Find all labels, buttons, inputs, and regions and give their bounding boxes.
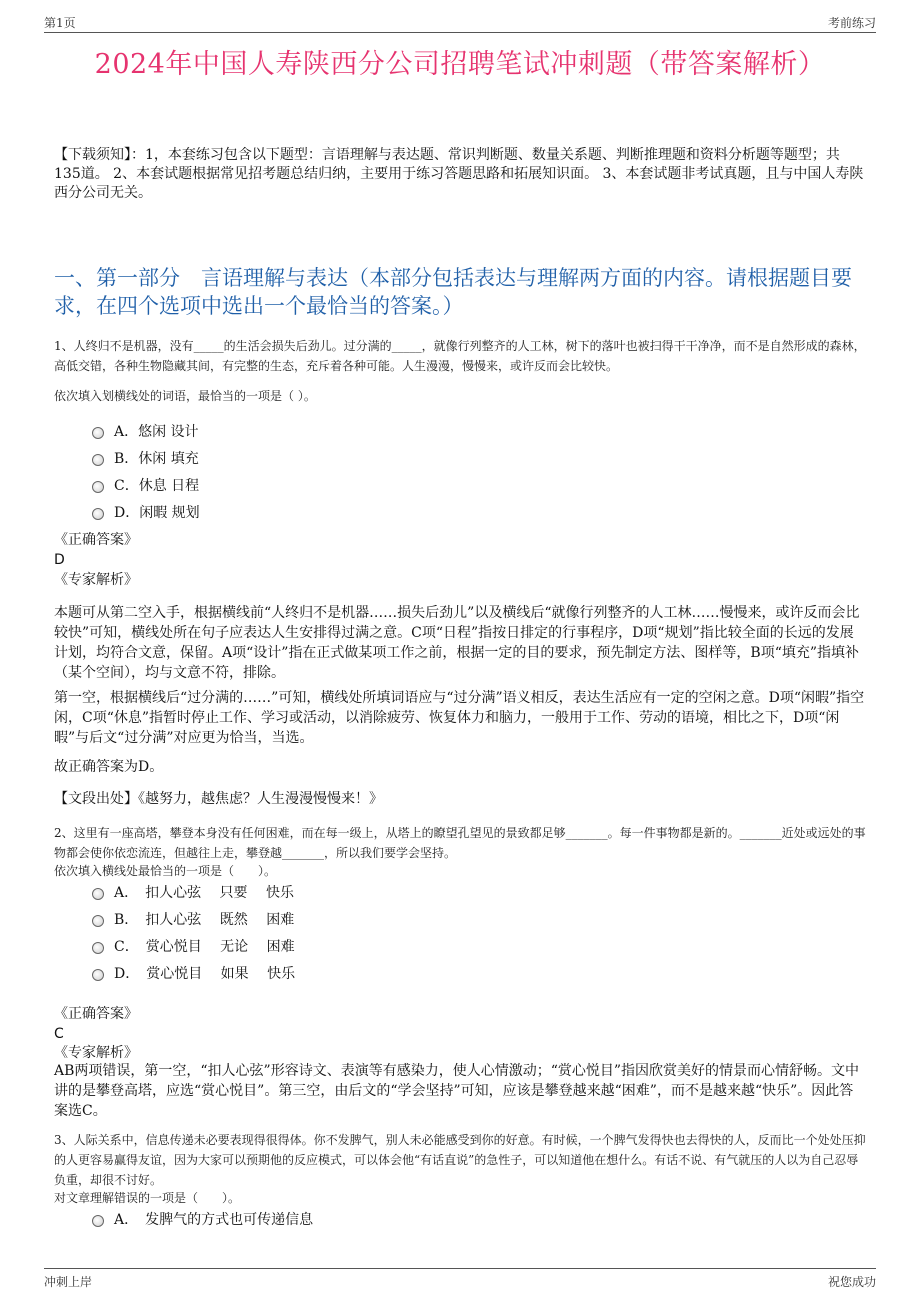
option-label: C．休息 日程: [114, 478, 200, 494]
page-header: [44, 10, 876, 30]
question-1-option-b[interactable]: [92, 447, 492, 474]
question-2-analysis: AB两项错误，第一空，“扣人心弦”形容诗文、表演等有感染力，使人心情激动；“赏心悦目”指因欣赏美好的情景而心情舒畅。文中讲的是攀登高塔，应选“赏心悦目”。第三空，由后文的“学会坚持”可知，应该是攀登越来越“困难”，而不是越来越“快乐”。因此答案选C。: [54, 1063, 860, 1119]
question-1-analysis-p3: 故正确答案为D。: [54, 759, 164, 775]
option-label: C． 赏心悦目 无论 困难: [114, 939, 295, 955]
radio-icon[interactable]: [92, 942, 104, 954]
option-label: B．休闲 填充: [114, 451, 199, 467]
question-2-answer: C: [54, 1026, 64, 1042]
question-1-answer-label: 《正确答案》: [54, 532, 138, 548]
question-2-option-a[interactable]: [92, 881, 492, 908]
question-1-analysis-label: 《专家解析》: [54, 572, 138, 588]
question-1-answer: D: [54, 552, 65, 568]
page-number: 第1页: [44, 16, 76, 30]
question-1-analysis-p1: 本题可从第二空入手，根据横线前“人终归不是机器……损失后劲儿”以及横线后“就像行列整齐的人工林……慢慢来，或许反而会比较快”可知，横线处所在句子应表达人生安排得过满之意。C项“日程”指按日排定的行事程序，D项“规划”指比较全面的长远的发展计划，均符合文意，保留。A项“设计”指在正式做某项工作之前，根据一定的目的要求，预先制定方法、图样等，B项“填充”指填补（某个空间），均与文意不符，排除。: [54, 605, 860, 681]
radio-icon[interactable]: [92, 1215, 104, 1227]
radio-icon[interactable]: [92, 508, 104, 520]
question-2-ask: 依次填入横线处最恰当的一项是（ ）。: [54, 864, 277, 878]
question-1-options: [92, 420, 492, 528]
question-2-option-c[interactable]: [92, 935, 492, 962]
radio-icon[interactable]: [92, 969, 104, 981]
question-3-stem: 3、人际关系中，信息传递未必要表现得很得体。你不发脾气，别人未必能感受到你的好意。有时候，一个脾气发得快也去得快的人，反而比一个处处压抑的人更容易赢得友谊，因为大家可以预期他的反应模式，可以体会他“有话直说”的急性子，可以知道他在想什么。有话不说、有气就压的人以为自己忍辱负重，却很不讨好。: [54, 1133, 866, 1187]
question-1-option-c[interactable]: [92, 474, 492, 501]
question-1-ask: 依次填入划横线处的词语，最恰当的一项是（ ）。: [54, 389, 316, 403]
option-label: D． 赏心悦目 如果 快乐: [114, 966, 296, 982]
radio-icon[interactable]: [92, 915, 104, 927]
question-1-stem: 1、人终归不是机器，没有_____的生活会损失后劲儿。过分满的_____，就像行列整齐的人工林，树下的落叶也被扫得干干净净，而不是自然形成的森林，高低交错，各种生物隐藏其间，有完整的生态，充斥着各种可能。人生漫漫，慢慢来，或许反而会比较快。: [54, 339, 866, 373]
question-3-ask: 对文章理解错误的一项是（ ）。: [54, 1191, 241, 1205]
radio-icon[interactable]: [92, 454, 104, 466]
download-notice: 【下载须知】：1，本套练习包含以下题型：言语理解与表达题、常识判断题、数量关系题、判断推理题和资料分析题等题型；共135道。 2、本套试题根据常见招考题总结归纳，主要用于练习答题思路和拓展知识面。 3、本套试题非考试真题，且与中国人寿陕西分公司无关。: [54, 147, 864, 201]
question-2-option-b[interactable]: [92, 908, 492, 935]
question-2-analysis-label: 《专家解析》: [54, 1045, 138, 1061]
question-2-options: [92, 881, 492, 989]
question-1-analysis-p2: 第一空，根据横线后“过分满的……”可知，横线处所填词语应与“过分满”语义相反，表达生活应有一定的空闲之意。D项“闲暇”指空闲，C项“休息”指暂时停止工作、学习或活动，以消除疲劳、恢复体力和脑力，一般用于工作、劳动的语境，相比之下，D项“闲暇”与后文“过分满”对应更为恰当，当选。: [54, 690, 865, 746]
option-label: A．悠闲 设计: [114, 424, 199, 440]
radio-icon[interactable]: [92, 427, 104, 439]
footer-right-text: 祝您成功: [827, 1275, 876, 1289]
question-2-stem: 2、这里有一座高塔，攀登本身没有任何困难，而在每一级上，从塔上的瞭望孔望见的景致都足够_______。每一件事物都是新的。_______近处或远处的事物都会使你依恋流连，但越往上走，攀登越_______，所以我们要学会坚持。: [54, 826, 866, 860]
header-divider: [44, 32, 876, 33]
question-2-option-d[interactable]: [92, 962, 492, 989]
question-1-source: 【文段出处】《越努力，越焦虑？人生漫漫慢慢来！》: [54, 791, 383, 807]
option-label: A． 扣人心弦 只要 快乐: [114, 885, 295, 901]
radio-icon[interactable]: [92, 481, 104, 493]
radio-icon[interactable]: [92, 888, 104, 900]
header-label: 考前练习: [827, 16, 876, 30]
footer-left-text: 冲刺上岸: [44, 1275, 93, 1289]
section-heading: 一、第一部分 言语理解与表达（本部分包括表达与理解两方面的内容。请根据题目要求，在四个选项中选出一个最恰当的答案。）: [54, 266, 852, 318]
footer-divider: [44, 1268, 876, 1269]
question-2-answer-label: 《正确答案》: [54, 1006, 138, 1022]
question-1-option-d[interactable]: [92, 501, 492, 528]
document-title: 2024年中国人寿陕西分公司招聘笔试冲刺题（带答案解析）: [94, 49, 826, 80]
option-label: D．闲暇 规划: [114, 505, 200, 521]
option-label: B． 扣人心弦 既然 困难: [114, 912, 295, 928]
question-1-option-a[interactable]: [92, 420, 492, 447]
question-3-options: [92, 1208, 492, 1235]
option-label: A． 发脾气的方式也可传递信息: [114, 1212, 314, 1228]
question-3-option-a[interactable]: [92, 1208, 492, 1235]
